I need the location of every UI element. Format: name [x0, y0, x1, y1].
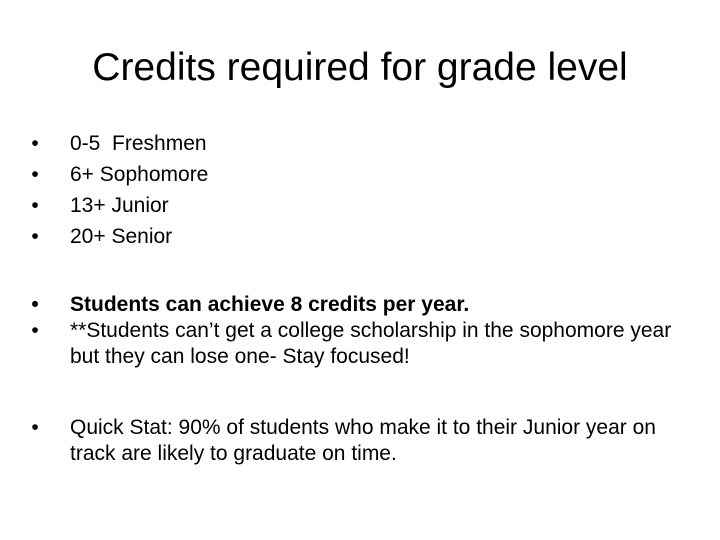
- slide-title: Credits required for grade level: [92, 46, 628, 89]
- bullet-icon: •: [31, 163, 39, 186]
- bullet-icon: •: [31, 293, 39, 316]
- grade-range: 6+: [70, 163, 94, 186]
- note-text: Students can achieve 8 credits per year.: [70, 293, 470, 316]
- grade-level-item: [28, 131, 688, 162]
- credits-per-year-note: [28, 292, 688, 318]
- scholarship-note: [28, 318, 688, 370]
- grade-label: Junior: [111, 194, 169, 217]
- bullet-icon: •: [31, 416, 39, 439]
- bullet-icon: •: [31, 132, 39, 155]
- bullet-icon: •: [31, 319, 39, 342]
- bullet-icon: •: [31, 194, 39, 217]
- note-text: **Students can’t get a college scholarship in the sophomore year but they can lose one- Stay focused!: [70, 319, 672, 368]
- grade-level-item: [28, 193, 688, 224]
- grade-range: 0-5: [70, 132, 101, 155]
- quick-stat-text: Quick Stat: 90% of students who make it to their Junior year on track are likely to graduate on time.: [70, 416, 656, 465]
- grade-level-item: [28, 224, 688, 255]
- grade-label: Freshmen: [112, 132, 207, 155]
- bullet-icon: •: [31, 225, 39, 248]
- grade-range: 13+: [70, 194, 106, 217]
- grade-label: Sophomore: [99, 163, 209, 186]
- grade-range: 20+: [70, 225, 106, 248]
- grade-level-item: [28, 162, 688, 193]
- quick-stat-item: [28, 415, 688, 467]
- grade-label: Senior: [111, 225, 173, 248]
- notes-list: [28, 292, 688, 370]
- grade-level-list: [28, 131, 688, 255]
- quick-stat-list: [28, 415, 688, 467]
